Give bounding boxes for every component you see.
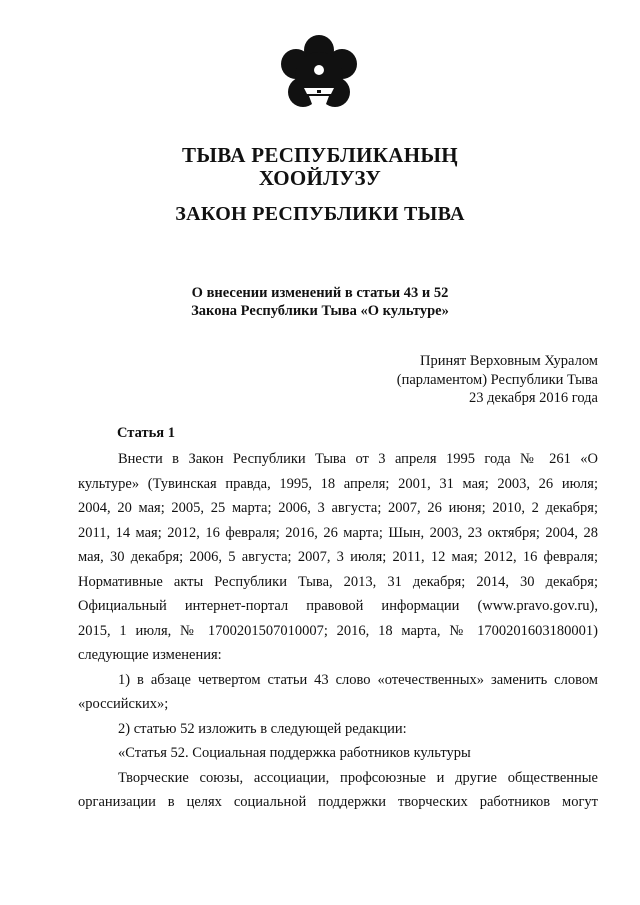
item1-line2: «российских»; [78,696,169,712]
subject-line1: О внесении изменений в статьи 43 и 52 [191,285,449,301]
body-line: 2004, 20 мая; 2005, 25 марта; 2006, 3 августа; 2007, 26 июня; 2010, 2 декабря; [78,500,598,516]
body-line: мая, 30 декабря; 2006, 5 августа; 2007, 3 июля; 2011, 12 мая; 2012, 16 февраля; [78,549,598,565]
body-line: следующие изменения: [78,647,222,663]
body-line: Внести в Закон Республики Тыва от 3 апреля 1995 года № 261 «О [118,451,598,467]
body-line: Нормативные акты Республики Тыва, 2013, 31 декабря; 2014, 30 декабря; [78,573,598,590]
adopted-date: 23 декабря 2016 года [469,390,598,406]
quote-heading: «Статья 52. Социальная поддержка работников культуры [118,745,471,761]
para-line2: организации в целях социальной поддержки творческих работников могут [78,794,598,810]
adopted-line2: (парламентом) Республики Тыва [396,372,598,388]
title-tyva-line1: ТЫВА РЕСПУБЛИКАНЫҢ [182,143,458,167]
tyva-coat-of-arms-icon [276,34,362,120]
body-line: 2015, 1 июля, № 1700201507010007; 2016, 18 марта, № 1700201603180001) [78,622,598,639]
title-tyva-line2: ХООЙЛУЗУ [258,166,382,190]
body-line: Официальный интернет-портал правовой информации (www.pravo.gov.ru), [78,598,598,614]
article-heading: Статья 1 [117,425,175,441]
subject-line2: Закона Республики Тыва «О культуре» [191,303,449,319]
body-line: культуре» (Тувинская правда, 1995, 18 апреля; 2001, 31 мая; 2003, 26 июля; [78,475,598,492]
item2: 2) статью 52 изложить в следующей редакции: [118,720,407,737]
adopted-line1: Принят Верховным Хуралом [420,353,598,369]
body-line: 2011, 14 мая; 2012, 16 февраля; 2016, 26 марта; Шын, 2003, 23 октября; 2004, 28 [78,524,598,541]
item1-line1: 1) в абзаце четвертом статьи 43 слово «отечественных» заменить словом [118,671,598,688]
title-law-ru: ЗАКОН РЕСПУБЛИКИ ТЫВА [175,203,465,225]
para-line1: Творческие союзы, ассоциации, профсоюзные и другие общественные [118,769,598,786]
article-body [78,447,598,815]
